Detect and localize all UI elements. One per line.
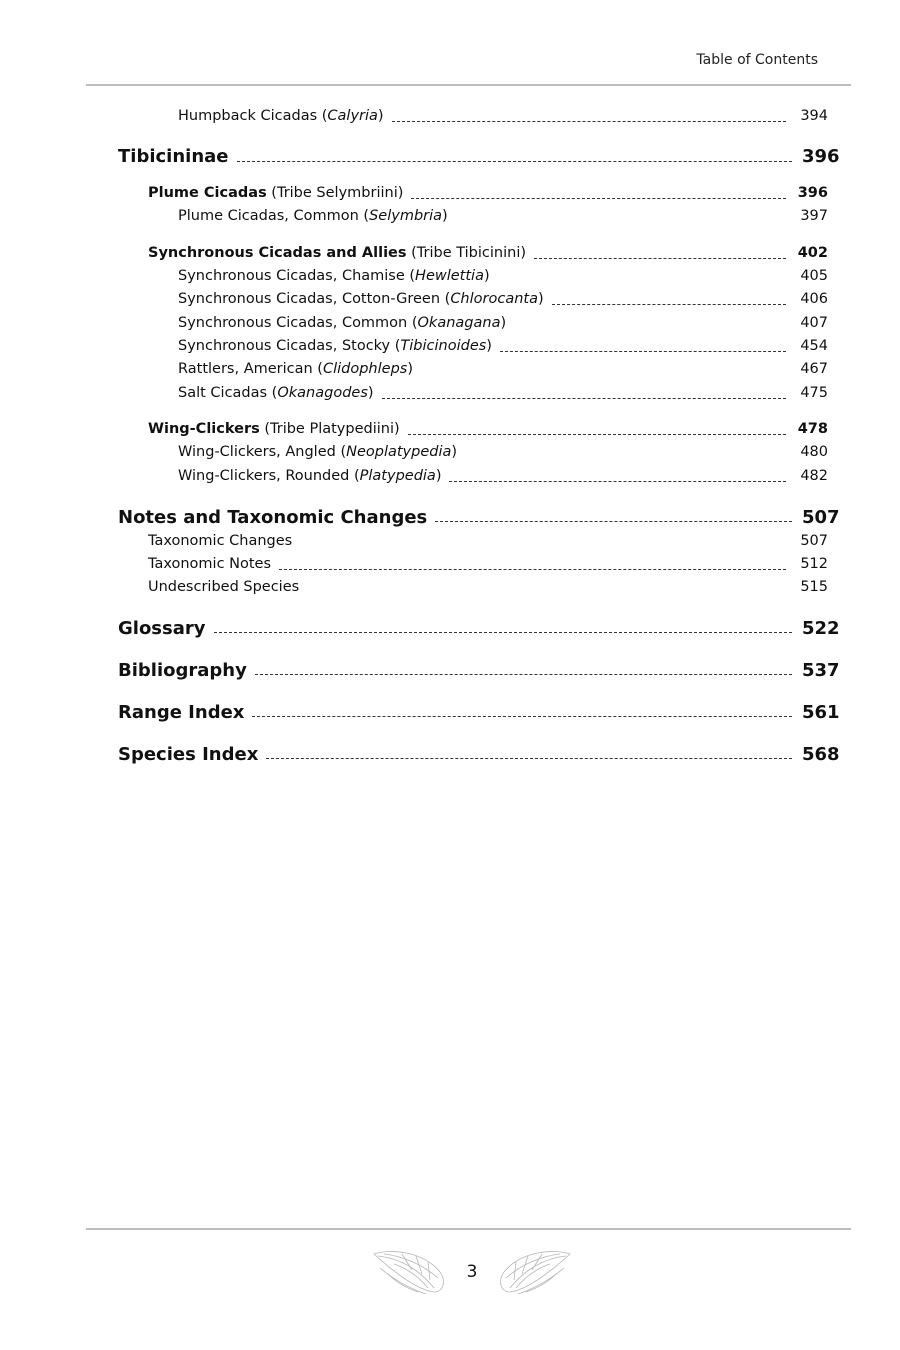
footer-rule — [86, 1228, 851, 1230]
running-header: Table of Contents — [696, 52, 818, 68]
page-number: 512 — [800, 555, 828, 572]
toc-entry-calyria[interactable]: Humpback Cicadas (Calyria) 394 — [118, 108, 834, 131]
page-number: 475 — [800, 384, 828, 401]
table-of-contents — [118, 108, 840, 770]
page-number-footer: 3 — [466, 1262, 478, 1282]
page-number: 482 — [800, 467, 828, 484]
toc-entry-undescribed-species[interactable]: Undescribed Species 515 — [118, 579, 834, 602]
toc-entry-okanagodes[interactable]: Salt Cicadas (Okanagodes) 475 — [118, 385, 834, 408]
dot-leader — [382, 398, 786, 399]
dot-leader — [534, 258, 786, 259]
dot-leader — [255, 674, 792, 675]
toc-entry-species-index[interactable]: Species Index 568 — [118, 743, 840, 765]
page-number: 515 — [800, 578, 828, 595]
page-number: 402 — [797, 244, 828, 261]
page-number: 480 — [800, 444, 828, 461]
page-number: 568 — [802, 743, 840, 765]
page-number: 406 — [800, 291, 828, 308]
dot-leader — [408, 434, 786, 435]
header-rule — [86, 84, 851, 86]
dot-leader — [279, 569, 786, 570]
toc-entry-chlorocanta[interactable]: Synchronous Cicadas, Cotton-Green (Chlorocanta) 406 — [118, 291, 834, 314]
toc-entry-range-index[interactable]: Range Index 561 — [118, 701, 840, 723]
page-number: 561 — [802, 701, 840, 723]
page-number: 396 — [802, 146, 840, 168]
page-number: 394 — [800, 108, 828, 124]
toc-entry-glossary[interactable]: Glossary 522 — [118, 617, 840, 639]
dot-leader — [266, 758, 792, 759]
dot-leader — [552, 304, 786, 305]
toc-entry-taxonomic-changes[interactable]: Taxonomic Changes 507 — [118, 533, 834, 556]
toc-entry-notes-and-taxonomic-changes[interactable]: Notes and Taxonomic Changes 507 — [118, 506, 840, 528]
toc-entry-tibicininae[interactable]: Tibicininae 396 — [118, 146, 840, 168]
dot-leader — [500, 351, 786, 352]
toc-entry-tribe-selymbriini[interactable]: Plume Cicadas (Tribe Selymbriini) 396 — [118, 185, 834, 208]
dot-leader — [449, 481, 786, 482]
toc-entry-selymbria[interactable]: Plume Cicadas, Common (Selymbria) 397 — [118, 208, 834, 231]
toc-entry-platypedia[interactable]: Wing-Clickers, Rounded (Platypedia) 482 — [118, 468, 834, 491]
dot-leader — [392, 121, 786, 122]
toc-entry-tribe-platypediini[interactable]: Wing-Clickers (Tribe Platypediini) 478 — [118, 421, 834, 444]
toc-entry-tribe-tibicinini[interactable]: Synchronous Cicadas and Allies (Tribe Tibicinini) 402 — [118, 245, 834, 268]
toc-entry-taxonomic-notes[interactable]: Taxonomic Notes 512 — [118, 556, 834, 579]
toc-entry-tibicinoides[interactable]: Synchronous Cicadas, Stocky (Tibicinoides) 454 — [118, 338, 834, 361]
page-number: 405 — [800, 267, 828, 284]
page-footer — [0, 1248, 900, 1298]
dot-leader — [252, 716, 792, 717]
toc-entry-neoplatypedia[interactable]: Wing-Clickers, Angled (Neoplatypedia) 480 — [118, 444, 834, 467]
page-number: 478 — [797, 421, 828, 438]
page-number: 407 — [800, 314, 828, 331]
page-number: 537 — [802, 659, 840, 681]
page-number: 467 — [800, 361, 828, 378]
toc-entry-okanagana[interactable]: Synchronous Cicadas, Common (Okanagana) 407 — [118, 315, 834, 338]
page-number: 454 — [800, 337, 828, 354]
cicada-wing-right-icon — [496, 1248, 572, 1296]
page-number: 522 — [802, 617, 840, 639]
page-number: 507 — [802, 506, 840, 528]
toc-entry-clidophleps[interactable]: Rattlers, American (Clidophleps) 467 — [118, 361, 834, 384]
page-number: 396 — [797, 185, 828, 202]
page-number: 507 — [800, 532, 828, 549]
toc-entry-bibliography[interactable]: Bibliography 537 — [118, 659, 840, 681]
dot-leader — [214, 632, 793, 633]
dot-leader — [237, 161, 793, 162]
toc-entry-hewlettia[interactable]: Synchronous Cicadas, Chamise (Hewlettia) 405 — [118, 268, 834, 291]
dot-leader — [435, 521, 792, 522]
dot-leader — [411, 198, 786, 199]
page-number: 397 — [800, 208, 828, 225]
